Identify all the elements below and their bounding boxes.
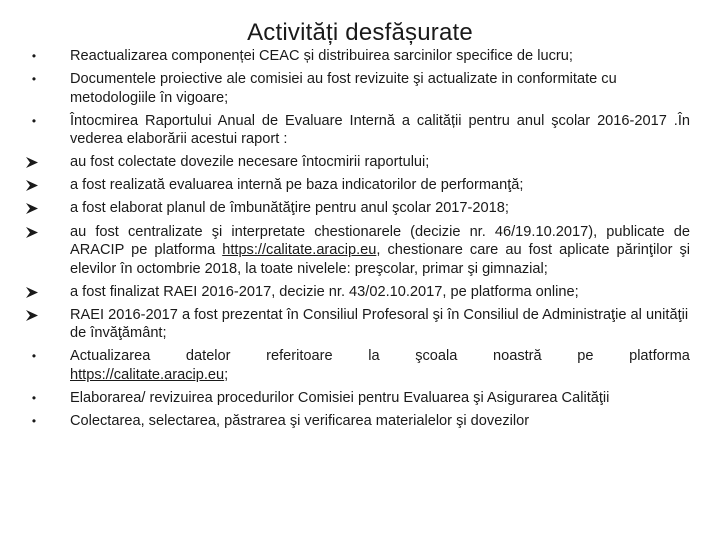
- bullet-icon: [26, 70, 42, 91]
- list-item-text: au fost colectate dovezile necesare întocmirii raportului;: [70, 154, 430, 171]
- arrow-bullet-icon: [26, 157, 42, 168]
- list-item: [26, 412, 690, 431]
- arrow-bullet-icon: [26, 227, 42, 238]
- list-item: [26, 176, 690, 195]
- list-item-text: Elaborarea/ revizuirea procedurilor Comisiei pentru Evaluarea şi Asigurarea Calităţii: [70, 389, 610, 406]
- bullet-icon: [26, 347, 42, 368]
- list-item: [26, 199, 690, 218]
- list-item: [26, 389, 690, 408]
- list-item-text-part: , chestionare care au fost aplicate părinţilor şi elevilor în octombrie 2018, la toate nivelele: preşcolar, primar şi gimnazial;: [70, 242, 690, 277]
- bullet-icon: [26, 412, 42, 433]
- bullet-icon: [26, 112, 42, 133]
- list-item: [26, 283, 690, 302]
- list-item-text: Colectarea, selectarea, păstrarea şi verificarea materialelor şi dovezilor: [70, 413, 530, 430]
- list-item: [26, 153, 690, 172]
- page-title: Activități desfășurate: [247, 19, 473, 46]
- list-item-text: a fost finalizat RAEI 2016-2017, decizie nr. 43/02.10.2017, pe platforma online;: [70, 283, 579, 300]
- list-item: [26, 70, 690, 107]
- list-item: [26, 347, 690, 384]
- word: noastră: [492, 348, 542, 365]
- list-item-text: a fost elaborat planul de îmbunătăţire pentru anul şcolar 2017-2018;: [70, 200, 509, 217]
- list-item-text: RAEI 2016-2017 a fost prezentat în Consiliul Profesoral şi în Consiliul de Administraţie al unităţii de învăţământ;: [70, 306, 689, 342]
- list-item-text: Întocmirea Raportului Anual de Evaluare Internă a calității pentru anul şcolar 2016-2017 .În vederea elaborării acestui raport :: [70, 112, 690, 148]
- bullet-icon: [26, 389, 42, 410]
- list-item-text: a fost realizată evaluarea internă pe baza indicatorilor de performanţă;: [70, 177, 524, 194]
- word: pe: [577, 348, 594, 365]
- activities-list: [26, 47, 690, 435]
- aracip-link[interactable]: https://calitate.aracip.eu: [222, 242, 377, 259]
- list-item: [26, 306, 690, 343]
- word: datelor: [185, 348, 231, 365]
- arrow-bullet-icon: [26, 203, 42, 214]
- word: Actualizarea: [70, 348, 151, 365]
- list-item-text-part: au fost centralizate şi interpretate chestionarele (decizie nr. 46/19.10.2017), publicate de ARACIP pe platforma: [70, 223, 690, 259]
- word: platforma: [629, 348, 690, 365]
- list-item: [26, 223, 690, 279]
- bullet-icon: [26, 47, 42, 68]
- list-item-text: Documentele proiective ale comisiei au fost revizuite şi actualizate in conformitate cu metodologiile în vigoare;: [70, 71, 617, 106]
- arrow-bullet-icon: [26, 287, 42, 298]
- list-item-text-line2: [70, 366, 690, 385]
- list-item-text-part: ;: [224, 366, 229, 383]
- list-item-text: [70, 347, 690, 366]
- word: şcoala: [415, 348, 458, 365]
- list-item: [26, 47, 690, 66]
- aracip-link[interactable]: https://calitate.aracip.eu: [70, 366, 225, 383]
- list-item-text: Reactualizarea componenței CEAC și distribuirea sarcinilor specifice de lucru;: [70, 48, 573, 64]
- arrow-bullet-icon: [26, 180, 42, 191]
- list-item: [26, 112, 690, 149]
- arrow-bullet-icon: [26, 310, 42, 321]
- word: referitoare: [266, 348, 333, 365]
- word: la: [368, 348, 380, 365]
- list-item-text: [70, 224, 690, 277]
